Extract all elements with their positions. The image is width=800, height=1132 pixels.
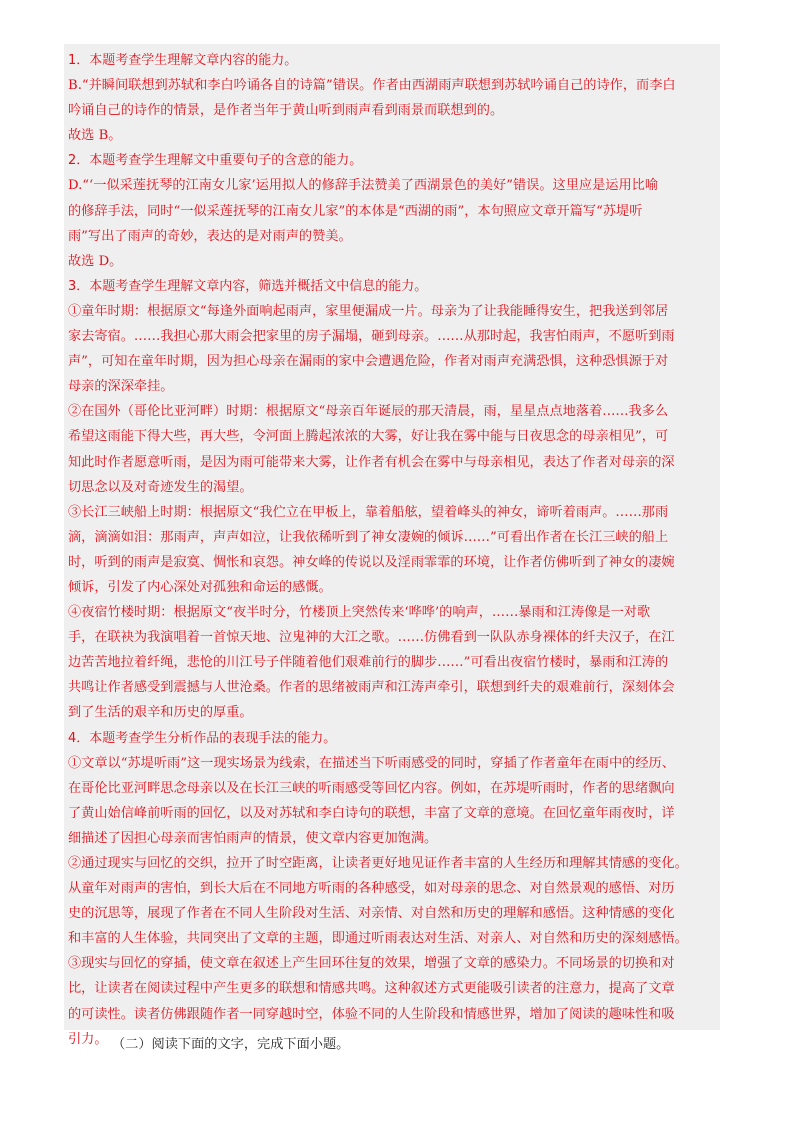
answer-line: ③现实与回忆的穿插，使文章在叙述上产生回环往复的效果，增强了文章的感染力。不同场景的切换和对 bbox=[68, 956, 675, 972]
answer-line: 吟诵自己的诗作的情景，是作者当年于黄山听到雨声看到雨景而联想到的。 bbox=[68, 103, 504, 119]
answer-line: 2．本题考查学生理解文中重要句子的含意的能力。 bbox=[68, 153, 363, 169]
answer-line: 从童年对雨声的害怕，到长大后在不同地方听雨的各种感受，如对母亲的思念、对自然景观的感悟、对历 bbox=[68, 881, 675, 897]
answer-line: 和丰富的人生体验，共同突出了文章的主题，即通过听雨表达对生活、对亲人、对自然和历史的深刻感悟。 bbox=[68, 931, 688, 947]
answer-line: 手，在联袂为我演唱着一首惊天地、泣鬼神的大江之歌。……仿佛看到一队队赤身裸体的纤夫汉子，在江 bbox=[68, 630, 675, 646]
answer-line: ①文章以“苏堤听雨”这一现实场景为线索，在描述当下听雨感受的同时，穿插了作者童年在雨中的经历、 bbox=[68, 755, 675, 771]
answer-line: 共鸣让作者感受到震撼与人世沧桑。作者的思绪被雨声和江涛声牵引，联想到纤夫的艰难前行，深刻体会 bbox=[68, 680, 675, 696]
answer-line: 母亲的深深牵挂。 bbox=[68, 379, 174, 395]
answer-line: ②在国外（哥伦比亚河畔）时期：根据原文“母亲百年诞辰的那天清晨，雨，星星点点地落着……我多么 bbox=[68, 404, 669, 420]
answer-line: 希望这雨能下得大些，再大些，令河面上腾起浓浓的大雾，好让我在雾中能与日夜思念的母亲相见”，可 bbox=[68, 429, 669, 445]
answer-line: 切思念以及对奇迹发生的渴望。 bbox=[68, 479, 253, 495]
answer-line: ②通过现实与回忆的交织，拉开了时空距离，让读者更好地见证作者丰富的人生经历和理解其情感的变化。 bbox=[68, 856, 688, 871]
answer-line: 引力。 bbox=[68, 1031, 108, 1047]
answer-line: 在哥伦比亚河畔思念母亲以及在长江三峡的听雨感受等回忆内容。例如，在苏堤听雨时，作者的思绪飘向 bbox=[68, 780, 675, 796]
answer-line: 到了生活的艰辛和历史的厚重。 bbox=[68, 705, 253, 721]
answer-line: 4．本题考查学生分析作品的表现手法的能力。 bbox=[68, 730, 337, 746]
answer-line: B.“并瞬间联想到苏轼和李白吟诵各自的诗篇”错误。作者由西湖雨声联想到苏轼吟诵自己的诗作，而李白 bbox=[68, 78, 676, 94]
answer-line: D.“‘一似采莲抚琴的江南女儿家’运用拟人的修辞手法赞美了西湖景色的美好”错误。这里应是运用比喻 bbox=[68, 178, 659, 194]
answer-line: ①童年时期：根据原文“每逢外面响起雨声，家里便漏成一片。母亲为了让我能睡得安生，把我送到邻居 bbox=[68, 303, 669, 319]
answer-line: ③长江三峡船上时期：根据原文“我伫立在甲板上，靠着船舷，望着峰头的神女，谛听着雨声。……那雨 bbox=[68, 504, 669, 520]
answer-line: 史的沉思等，展现了作者在不同人生阶段对生活、对亲情、对自然和历史的理解和感悟。这种情感的变化 bbox=[68, 906, 675, 922]
answer-line: 时，听到的雨声是寂寞、惆怅和哀怨。神女峰的传说以及淫雨霏霏的环境，让作者仿佛听到了神女的凄婉 bbox=[68, 554, 675, 570]
answer-line: 家去寄宿。……我担心那大雨会把家里的房子漏塌，砸到母亲。……从那时起，我害怕雨声，不愿听到雨 bbox=[68, 329, 675, 345]
answer-line: 故选 D。 bbox=[68, 253, 123, 269]
answer-line: ④夜宿竹楼时期：根据原文“夜半时分，竹楼顶上突然传来‘哗哗’的响声，……暴雨和江涛像是一对歌 bbox=[68, 605, 651, 621]
answer-line: 1．本题考查学生理解文章内容的能力。 bbox=[68, 53, 298, 68]
answer-line: 细描述了因担心母亲而害怕雨声的情景，使文章内容更加饱满。 bbox=[68, 830, 438, 846]
answer-line: 倾诉，引发了内心深处对孤独和命运的感慨。 bbox=[68, 579, 332, 595]
answer-line: 故选 B。 bbox=[68, 128, 122, 144]
answer-line: 的修辞手法，同时“一似采莲抚琴的江南女儿家”的本体是“西湖的雨”，本句照应文章开篇写“苏堤听 bbox=[68, 203, 643, 219]
answer-line: 的可读性。读者仿佛跟随作者一同穿越时空，体验不同的人生阶段和情感世界，增加了阅读的趣味性和吸 bbox=[68, 1006, 675, 1022]
section-heading: （二）阅读下面的文字，完成下面小题。 bbox=[112, 1037, 350, 1052]
answer-line: 边苦苦地拉着纤绳，悲怆的川江号子伴随着他们艰难前行的脚步……”可看出夜宿竹楼时，暴雨和江涛的 bbox=[68, 655, 669, 671]
answer-line: 了黄山始信峰前听雨的回忆，以及对苏轼和李白诗句的联想，丰富了文章的意境。在回忆童年雨夜时，详 bbox=[68, 805, 675, 821]
answer-line: 比，让读者在阅读过程中产生更多的联想和情感共鸣。这种叙述方式更能吸引读者的注意力，提高了文章 bbox=[68, 981, 675, 997]
answer-line: 滴，滴滴如泪：那雨声，声声如泣，让我依稀听到了神女凄婉的倾诉……”可看出作者在长江三峡的船上 bbox=[68, 529, 669, 545]
answer-line: 知此时作者愿意听雨，是因为雨可能带来大雾，让作者有机会在雾中与母亲相见，表达了作者对母亲的深 bbox=[68, 454, 675, 470]
answer-line: 3．本题考查学生理解文章内容，筛选并概括文中信息的能力。 bbox=[68, 278, 428, 294]
answer-line: 雨”写出了雨声的奇妙，表达的是对雨声的赞美。 bbox=[68, 228, 352, 244]
answer-line: 声”，可知在童年时期，因为担心母亲在漏雨的家中会遭遇危险，作者对雨声充满恐惧，这种恐惧源于对 bbox=[68, 354, 669, 370]
